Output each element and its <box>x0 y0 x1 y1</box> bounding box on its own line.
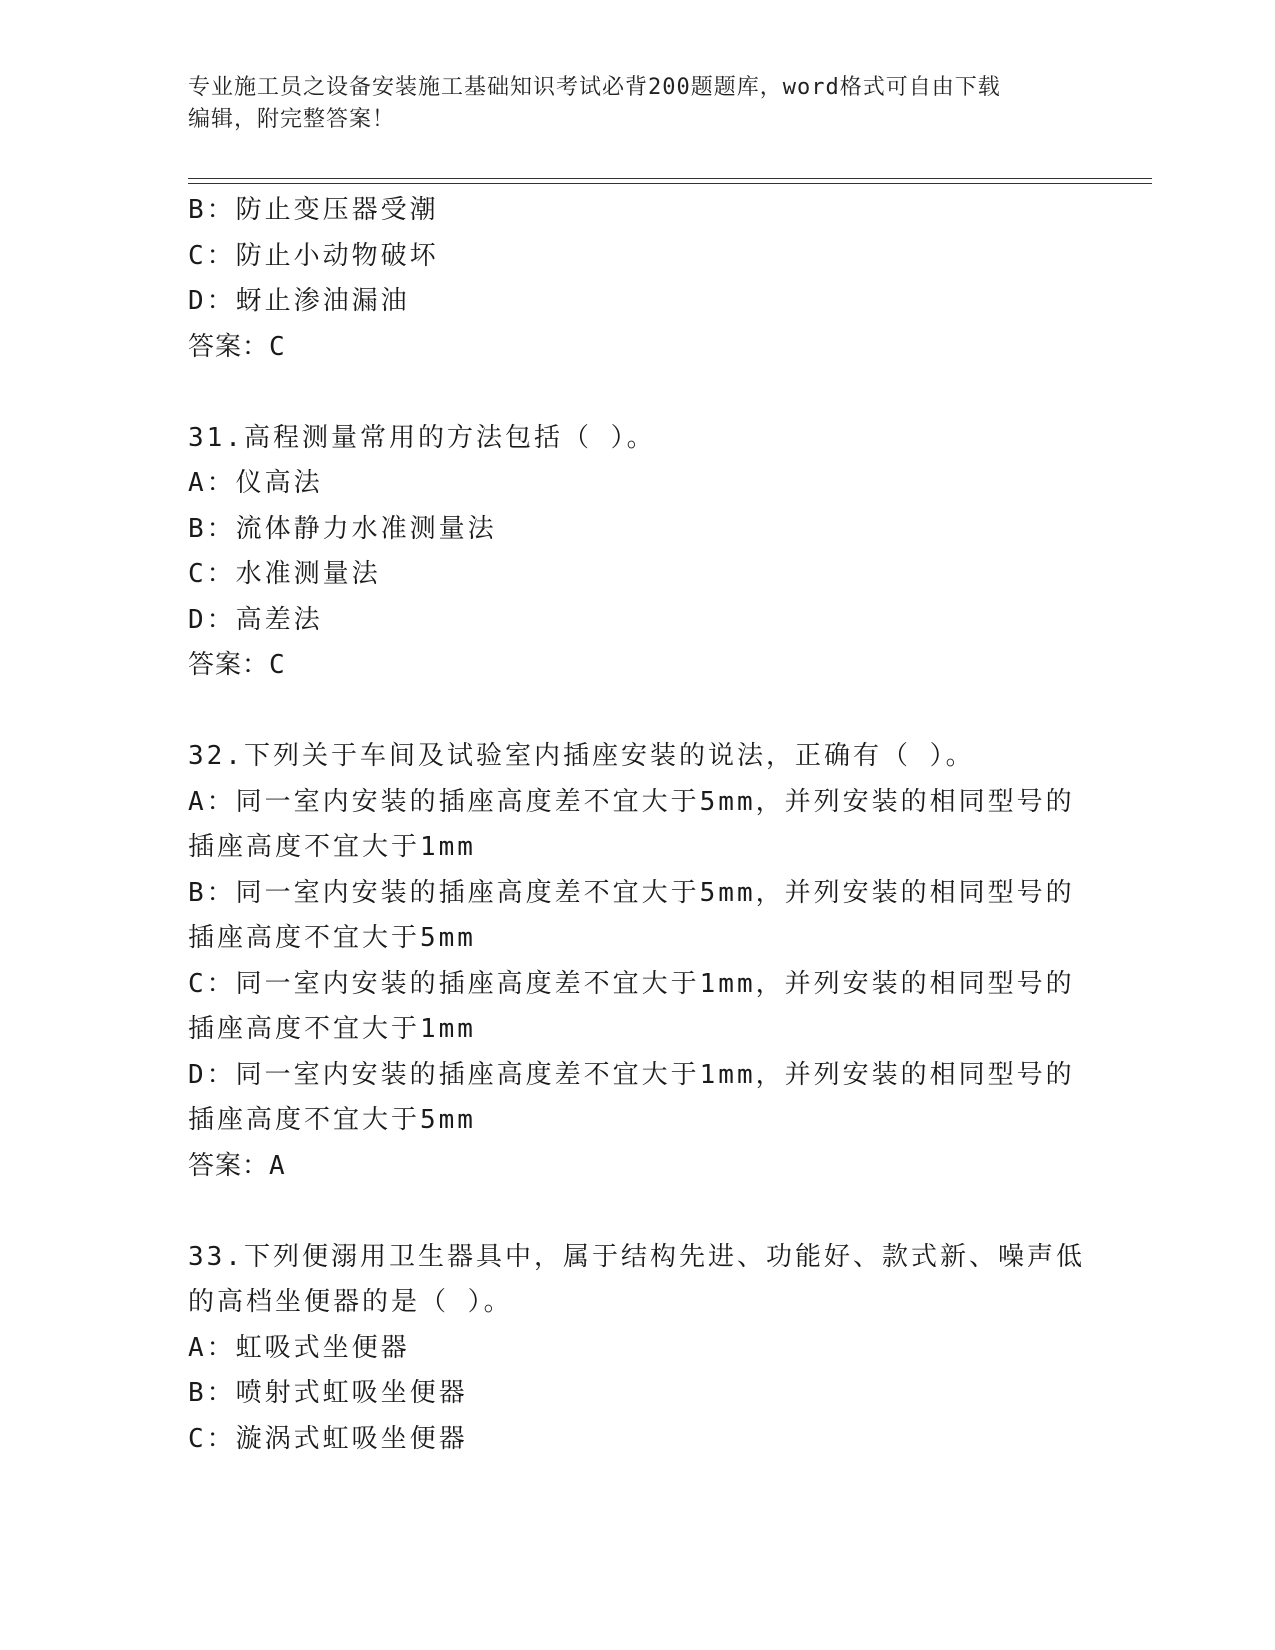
question-32-option-b-line-2: 插座高度不宜大于5mm <box>188 923 476 953</box>
answer-value: C <box>269 650 287 680</box>
question-30-answer <box>188 325 1088 371</box>
question-33-text-line-2: 的高档坐便器的是（ ）。 <box>188 1287 513 1317</box>
document-header <box>188 72 1088 136</box>
question-32-option-a-line-1: A：同一室内安装的插座高度差不宜大于5mm，并列安装的相同型号的 <box>188 786 1075 817</box>
question-32-text: 32.下列关于车间及试验室内插座安装的说法，正确有（ ）。 <box>188 741 975 771</box>
question-31-option-c: C：水准测量法 <box>188 559 381 589</box>
question-31-option-a: A：仪高法 <box>188 468 323 498</box>
question-31-block <box>188 416 1088 689</box>
question-33-option-b: B：喷射式虹吸坐便器 <box>188 1378 468 1408</box>
header-title-line-2: 编辑，附完整答案！ <box>188 107 396 132</box>
question-31-option-d: D：高差法 <box>188 604 323 635</box>
answer-value: C <box>269 331 287 362</box>
spacer <box>188 370 1088 416</box>
question-33-text-line-1: 33.下列便溺用卫生器具中，属于结构先进、功能好、款式新、噪声低 <box>188 1241 1085 1272</box>
question-32-option-d-line-2: 插座高度不宜大于5mm <box>188 1105 476 1135</box>
question-32-option-a-line-2: 插座高度不宜大于1mm <box>188 832 476 862</box>
question-32-block <box>188 734 1088 1189</box>
header-title-line-1: 专业施工员之设备安装施工基础知识考试必背200题题库，word格式可自由下载 <box>188 75 1001 100</box>
answer-label: 答案： <box>188 1150 270 1181</box>
question-32-option-b-line-1: B：同一室内安装的插座高度差不宜大于5mm，并列安装的相同型号的 <box>188 877 1075 908</box>
document-body <box>188 188 1088 1462</box>
question-32-option-c-line-2: 插座高度不宜大于1mm <box>188 1014 476 1044</box>
question-33-option-c: C：漩涡式虹吸坐便器 <box>188 1423 468 1454</box>
question-32-option-c-line-1: C：同一室内安装的插座高度差不宜大于1mm，并列安装的相同型号的 <box>188 968 1075 999</box>
answer-label: 答案： <box>188 331 270 362</box>
question-32-option-d-line-1: D：同一室内安装的插座高度差不宜大于1mm，并列安装的相同型号的 <box>188 1059 1075 1090</box>
question-32-answer <box>188 1144 1088 1190</box>
spacer <box>188 1189 1088 1235</box>
question-30-option-b: B：防止变压器受潮 <box>188 195 439 225</box>
question-30-option-d: D：蚜止渗油漏油 <box>188 286 410 316</box>
spacer <box>188 689 1088 735</box>
question-33-block <box>188 1235 1088 1463</box>
answer-label: 答案： <box>188 650 270 680</box>
answer-value: A <box>269 1150 287 1181</box>
question-33-option-a: A：虹吸式坐便器 <box>188 1332 410 1363</box>
header-divider-top <box>188 178 1152 179</box>
header-divider-bottom <box>188 183 1152 184</box>
question-31-option-b: B：流体静力水准测量法 <box>188 513 497 544</box>
question-30-option-c: C：防止小动物破坏 <box>188 240 439 271</box>
question-31-text: 31.高程测量常用的方法包括（ ）。 <box>188 422 656 453</box>
question-30-block <box>188 188 1088 370</box>
question-31-answer <box>188 643 1088 689</box>
